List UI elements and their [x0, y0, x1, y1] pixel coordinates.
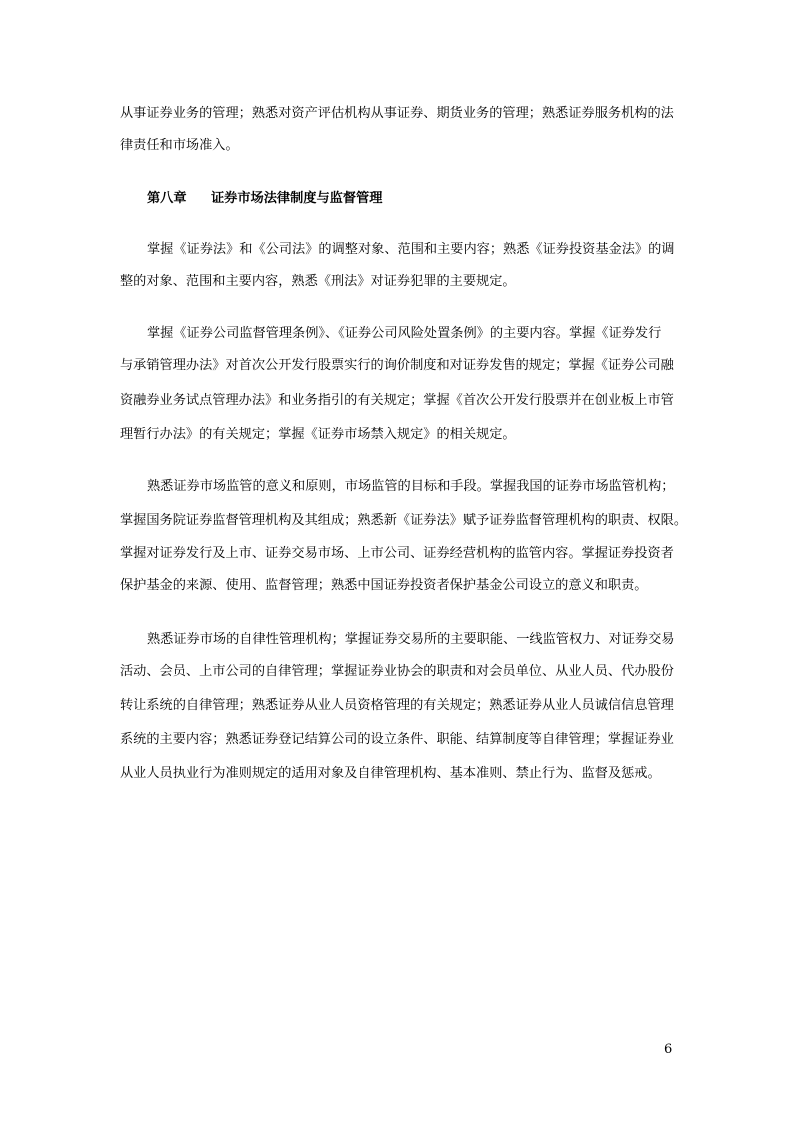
- paragraph-line: 与承销管理办法》对首次公开发行股票实行的询价制度和对证券发售的规定；掌握《证券公司融: [120, 358, 674, 373]
- chapter-heading: [147, 190, 382, 208]
- paragraph-line: 资融券业务试点管理办法》和业务指引的有关规定；掌握《首次公开发行股票并在创业板上市管: [120, 393, 674, 408]
- paragraph-line: 转让系统的自律管理；熟悉证券从业人员资格管理的有关规定；熟悉证券从业人员诚信信息管理: [120, 698, 674, 713]
- paragraph-line: 从业人员执业行为准则规定的适用对象及自律管理机构、基本准则、禁止行为、监督及惩戒。: [120, 766, 661, 781]
- chapter-number: 第八章: [147, 191, 187, 206]
- paragraph-line: 掌握《证券法》和《公司法》的调整对象、范围和主要内容；熟悉《证券投资基金法》的调: [147, 242, 675, 257]
- paragraph-line: 整的对象、范围和主要内容，熟悉《刑法》对证券犯罪的主要规定。: [120, 274, 516, 289]
- paragraph-line: 掌握国务院证券监督管理机构及其组成；熟悉新《证券法》赋予证券监督管理机构的职责、权限。: [120, 513, 688, 528]
- chapter-title: 证券市场法律制度与监督管理: [211, 191, 383, 206]
- paragraph-line: 理暂行办法》的有关规定；掌握《证券市场禁入规定》的相关规定。: [120, 427, 516, 442]
- paragraph-line: 熟悉证券市场的自律性管理机构；掌握证券交易所的主要职能、一线监管权力、对证券交易: [147, 632, 675, 647]
- paragraph-line: 掌握对证券发行及上市、证券交易市场、上市公司、证券经营机构的监管内容。掌握证券投资者: [120, 546, 674, 561]
- paragraph-line: 活动、会员、上市公司的自律管理；掌握证券业协会的职责和对会员单位、从业人员、代办股份: [120, 664, 674, 679]
- paragraph-line: 保护基金的来源、使用、监督管理；熟悉中国证券投资者保护基金公司设立的意义和职责。: [120, 578, 648, 593]
- paragraph-line: 从事证券业务的管理；熟悉对资产评估机构从事证券、期货业务的管理；熟悉证券服务机构的法: [120, 106, 674, 121]
- page-number: 6: [664, 1042, 673, 1057]
- paragraph-line: 掌握《证券公司监督管理条例》、《证券公司风险处置条例》的主要内容。掌握《证券发行: [147, 326, 662, 341]
- paragraph-line: 熟悉证券市场监管的意义和原则，市场监管的目标和手段。掌握我国的证券市场监管机构；: [147, 479, 675, 494]
- paragraph-line: 系统的主要内容；熟悉证券登记结算公司的设立条件、职能、结算制度等自律管理；掌握证券业: [120, 732, 674, 747]
- paragraph-line: 律责任和市场准入。: [120, 138, 239, 153]
